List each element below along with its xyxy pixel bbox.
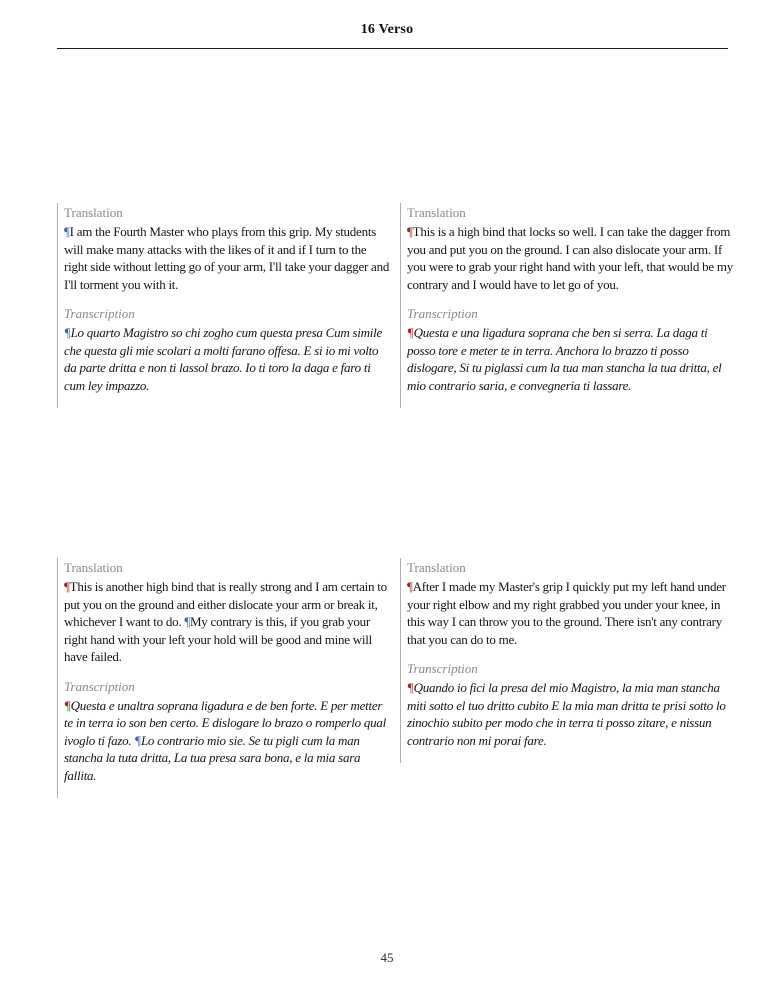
section-bottom-left: [57, 558, 391, 798]
transcription-heading: Transcription: [64, 306, 135, 321]
pilcrow-link[interactable]: ¶: [184, 614, 190, 629]
transcription-text: ¶Questa e unaltra soprana ligadura e de ben forte. E per metter te in terra io son ben certo. E dislogare lo brazo o romperlo qual ivoglo ti fazo. ¶Lo contrario mio sie. Se tu pigli cum la man stancha la tuta dritta, La tua presa sara bona, e la mia sara fallita.: [64, 697, 386, 783]
section-top-right: [400, 203, 736, 408]
pilcrow-link[interactable]: ¶: [134, 732, 141, 748]
translation-text: ¶This is a high bind that locks so well. I can take the dagger from you and put you on the ground. I can also dislocate your arm. If you were to grab your right hand with your left, that would be my contrary and I would have to let go of you.: [407, 224, 734, 292]
transcription-text: ¶Quando io fici la presa del mio Magistro, la mia man stancha miti sotto el tuo dritto cubito E la mia man dritta te prisi sotto lo zinochio subito per modo che in terra ti posso zitare, e nissun contrario non mi porai fare.: [407, 680, 726, 748]
translation-heading: Translation: [407, 560, 466, 575]
page-title: 16 Verso: [360, 22, 414, 37]
transcription-heading: Transcription: [64, 678, 135, 694]
pilcrow-link[interactable]: ¶: [64, 224, 70, 239]
pilcrow-link[interactable]: ¶: [64, 579, 70, 594]
pilcrow-link[interactable]: ¶: [407, 579, 413, 594]
transcription-heading: Transcription: [407, 306, 478, 321]
translation-heading: Translation: [64, 205, 123, 220]
section-top-left: [57, 203, 391, 408]
pilcrow-link[interactable]: ¶: [407, 224, 413, 239]
pilcrow-link[interactable]: ¶: [407, 325, 414, 340]
translation-heading: Translation: [407, 205, 466, 220]
transcription-text: ¶Questa e una ligadura soprana che ben si serra. La daga ti posso tore e meter te in terra. Anchora lo brazzo ti posso dislogare, Si tu piglassi cum la tua man stancha la tua dritta, el mio contrario saria, e convegneria ti lassare.: [407, 325, 722, 393]
pilcrow-link[interactable]: ¶: [407, 680, 414, 695]
translation-text: ¶I am the Fourth Master who plays from this grip. My students will make many attacks with the likes of it and if I turn to the right side without letting go of your arm, I'll take your dagger and I'll torment you with it.: [64, 224, 390, 292]
translation-text: ¶After I made my Master's grip I quickly put my left hand under your right elbow and my right grabbed you under your knee, in this way I can throw you to the ground. There isn't any contrary that you can do to me.: [407, 579, 726, 647]
page-number: 45: [380, 950, 394, 965]
section-bottom-right: [400, 558, 736, 763]
transcription-heading: Transcription: [407, 661, 478, 676]
pilcrow-link[interactable]: ¶: [64, 697, 71, 713]
translation-text: ¶This is another high bind that is really strong and I am certain to put you on the ground and either dislocate your arm or break it, whichever I want to do. ¶My contrary is this, if you grab your right hand with your left your hold will be good and mine will have failed.: [64, 579, 387, 664]
transcription-text: ¶Lo quarto Magistro so chi zogho cum questa presa Cum simile che questa gli mie scolari a molti farano offesa. E si io mi volto da parte dritta e non ti lassol brazo. Io ti toro la daga e faro ti cum ley impazzo.: [64, 325, 383, 393]
pilcrow-link[interactable]: ¶: [64, 325, 71, 340]
header-rule: [57, 48, 728, 49]
translation-heading: Translation: [64, 560, 123, 575]
